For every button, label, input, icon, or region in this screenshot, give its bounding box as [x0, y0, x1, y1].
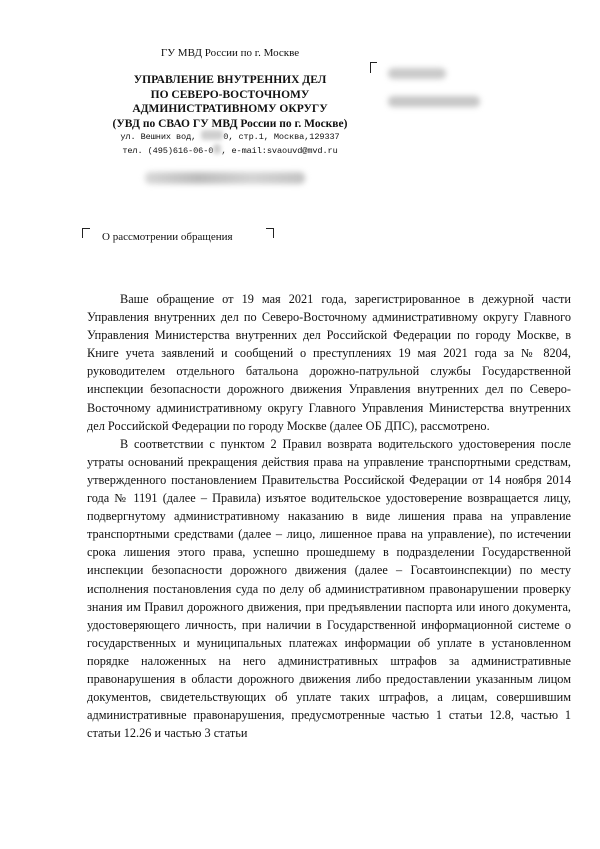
- contacts: [90, 144, 370, 158]
- email: , e-mail:svaouvd@mvd.ru: [221, 146, 338, 156]
- postal-address: [90, 130, 370, 144]
- recipient-block: [370, 62, 500, 122]
- department-line: ПО СЕВЕРО-ВОСТОЧНОМУ: [150, 88, 310, 101]
- subject-block: [82, 228, 274, 248]
- redacted-recipient-address: [388, 96, 480, 107]
- subject-corner-left: [82, 228, 90, 238]
- address-prefix: ул. Вешних вод,: [120, 132, 197, 142]
- letter-body: [87, 290, 571, 742]
- phone: тел. (495)616-06-0: [122, 146, 214, 156]
- recipient-corner-mark: [370, 62, 377, 73]
- subject-text: О рассмотрении обращения: [102, 231, 233, 243]
- address-block: [90, 130, 370, 158]
- redacted-reg-number: [145, 172, 305, 184]
- department-abbrev: (УВД по СВАО ГУ МВД России по г. Москве): [112, 117, 348, 130]
- department-line: АДМИНИСТРАТИВНОМУ ОКРУГУ: [132, 103, 328, 115]
- subject-corner-right: [266, 228, 274, 238]
- ministry-name: ГУ МВД России по г. Москве: [160, 47, 300, 59]
- body-paragraph: В соответствии с пунктом 2 Правил возврата водительского удостоверения после утраты оснований прекращения действия права на управление транспортными средствам, утвержденного постановлением Правительства Российской Федерации от 14 ноября 2014 года № 1191 (далее – Правила) изъятое водительское удостоверение возвращается лицу, подвергнутому административному наказанию в виде лишения права на управление транспортными средствами (далее – лицо, лишенное права на управление), по истечении срока лишения этого права, успешно прошедшему в подразделении Государственной инспекции безопасности дорожного движения (далее – Госавтоинспекции) по месту исполнения постановления суда по делу об административном правонарушении проверку знания им Правил дорожного движения, при предъявлении паспорта или иного документа, удостоверяющего личность, при наличии в Государственной информационной системе о государственных и муниципальных платежах информации об уплате в установленном порядке наложенных на него административных штрафов за административные правонарушения в области дорожного движения либо предоставлении указанным лицом документов, свидетельствующих об уплате таких штрафов, а лицам, совершившим административные правонарушения, предусмотренные частью 1 статьи 12.8, частью 1 статьи 12.26 и частью 3 статьи: [87, 436, 571, 741]
- redaction-mark: [213, 144, 221, 154]
- redacted-recipient-name: [388, 68, 446, 79]
- department-name: [90, 73, 370, 131]
- address-suffix: 0, стр.1, Москва,129337: [223, 132, 340, 142]
- body-paragraph: Ваше обращение от 19 мая 2021 года, зарегистрированное в дежурной части Управления внутренних дел по Северо-Восточному административному округу Главного Управления Министерства внутренних дел Российской Федерации по городу Москве, в Книге учета заявлений и сообщений о преступлениях 19 мая 2021 года за № 8204, руководителем отдельного батальона дорожно-патрульной службы Государственной инспекции безопасности дорожного движения Управления внутренних дел по Северо-Восточному административному округу Главного Управления Министерства внутренних дел Российской Федерации по городу Москве (далее ОБ ДПС), рассмотрено.: [87, 292, 571, 433]
- redaction-mark: [201, 130, 223, 140]
- department-line: УПРАВЛЕНИЕ ВНУТРЕННИХ ДЕЛ: [133, 74, 327, 86]
